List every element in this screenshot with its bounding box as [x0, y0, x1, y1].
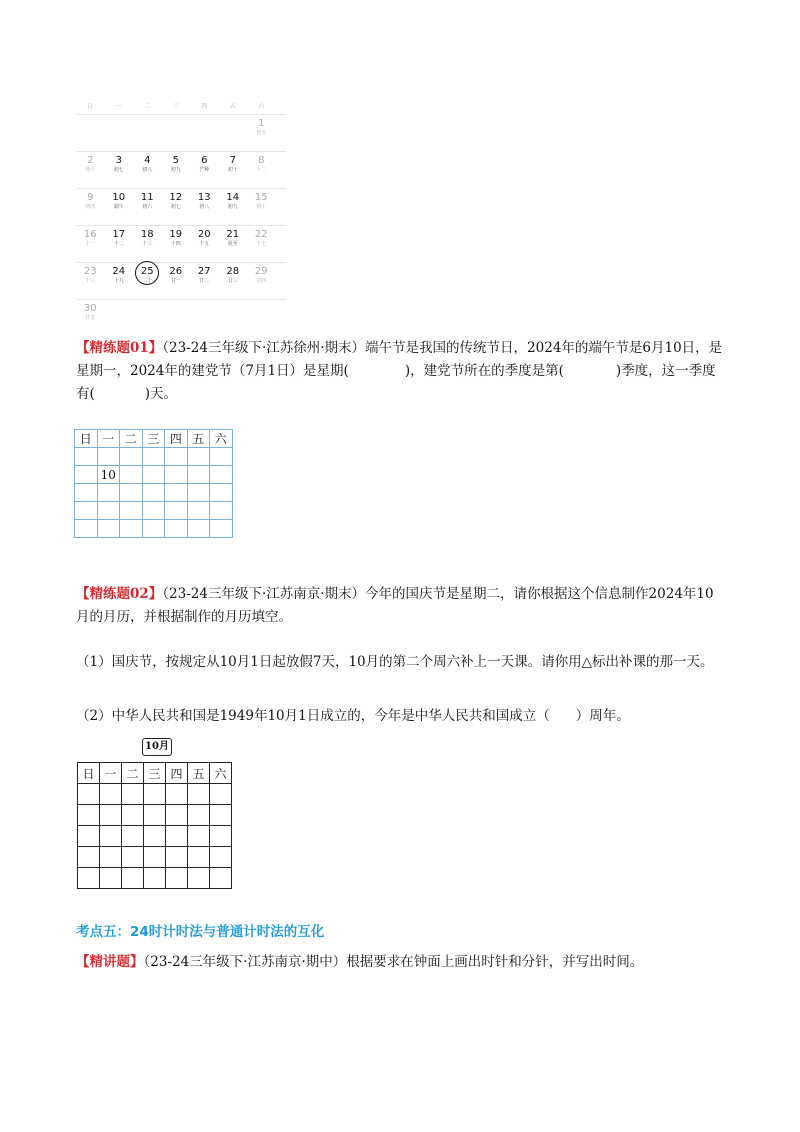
grid-header-cell: 三 [142, 430, 165, 448]
day-number: 28 [226, 266, 240, 277]
grid-header-cell: 日 [75, 430, 98, 448]
calendar-day [76, 152, 105, 188]
calendar-weekday: 日 [87, 103, 94, 110]
calendar-day [133, 189, 162, 225]
calendar-weekday: 一 [115, 103, 122, 110]
day-number: 21 [226, 229, 240, 240]
lunar-date: 芒种 [199, 167, 210, 173]
lunar-date: 初四 [85, 204, 96, 210]
calendar-week-row [76, 189, 286, 226]
calendar-weekday: 五 [229, 103, 236, 110]
calendar-image [76, 100, 286, 336]
calendar-week-row [76, 115, 286, 152]
calendar-weekday: 六 [258, 103, 265, 110]
calendar-day [133, 300, 162, 336]
lunar-date: 初七 [170, 204, 181, 210]
calendar-day [105, 226, 134, 262]
calendar-day [219, 300, 248, 336]
calendar-day [162, 115, 191, 151]
day-number: 20 [197, 229, 211, 240]
question-1-text-c: )季度，这一季度有( [76, 363, 716, 402]
question-2-item-1: （1）国庆节，按规定从10月1日起放假7天，10月的第二个周六补上一天课。请你用△标出补课的那一天。 [76, 654, 714, 670]
day-number: 15 [254, 192, 268, 203]
calendar-day [162, 189, 191, 225]
day-number: 23 [83, 266, 97, 277]
calendar-day [105, 115, 134, 151]
calendar-day [247, 300, 276, 336]
grid-header-cell: 四 [166, 763, 188, 784]
calendar-day [247, 263, 276, 299]
day-number: 16 [83, 229, 97, 240]
grid-cell-value: 10 [97, 466, 120, 484]
question-3 [76, 951, 726, 974]
lunar-date: 初十 [227, 167, 238, 173]
day-number: 29 [254, 266, 268, 277]
day-number: 1 [258, 118, 265, 129]
lunar-date: 廿四 [256, 278, 267, 284]
lunar-date: 夏至 [227, 241, 238, 247]
grid-header-cell: 日 [78, 763, 100, 784]
calendar-day [190, 226, 219, 262]
grid-header-cell: 一 [100, 763, 122, 784]
lunar-date: 初八 [199, 204, 210, 210]
day-number: 11 [140, 192, 154, 203]
day-number: 27 [197, 266, 211, 277]
calendar-day [105, 300, 134, 336]
question-2-text: （23-24三年级下·江苏南京·期末）今年的国庆节是星期二，请你根据这个信息制作2024年10月的月历，并根据制作的月历填空。 [76, 586, 714, 625]
question-2-item-2-text-b: ）周年。 [575, 708, 630, 724]
grid-header-cell: 四 [165, 430, 188, 448]
day-number: 3 [115, 155, 122, 166]
calendar-week-row [76, 226, 286, 263]
lunar-date: 廿二 [199, 278, 210, 284]
day-number: 22 [254, 229, 268, 240]
lunar-date: 十二 [113, 241, 124, 247]
calendar-weekday: 三 [172, 103, 179, 110]
lunar-date: 十二 [256, 167, 267, 173]
lunar-date: 十一 [85, 241, 96, 247]
grid-header-cell: 二 [120, 430, 143, 448]
lunar-date: 十九 [113, 278, 124, 284]
day-number: 9 [87, 192, 94, 203]
calendar-day [219, 263, 248, 299]
calendar-weekday-row [76, 100, 286, 115]
calendar-day [162, 263, 191, 299]
calendar-day [162, 300, 191, 336]
calendar-day [133, 115, 162, 151]
question-2-tag: 【精练题02】 [76, 586, 163, 602]
calendar-day [190, 263, 219, 299]
day-number: 6 [201, 155, 208, 166]
day-number: 2 [87, 155, 94, 166]
day-number: 8 [258, 155, 265, 166]
lunar-date: 十四 [170, 241, 181, 247]
calendar-weekday: 二 [144, 103, 151, 110]
question-3-text: （23-24三年级下·江苏南京·期中）根据要求在钟面上画出时针和分针，并写出时间。 [143, 954, 644, 970]
lunar-date: 二十 [142, 278, 153, 284]
lunar-date: 初十 [256, 204, 267, 210]
lunar-date: 初八 [142, 167, 153, 173]
grid-header-cell: 六 [210, 430, 233, 448]
question-1 [76, 337, 726, 406]
calendar-day [105, 189, 134, 225]
lunar-date: 十七 [256, 241, 267, 247]
calendar-weekday: 四 [201, 103, 208, 110]
question-1-text-b: )，建党节所在的季度是第( [404, 363, 564, 379]
question-1-text-a: （23-24三年级下·江苏徐州·期末）端午节是我国的传统节日，2024年的端午节是6月10日，是星期一，2024年的建党节（7月1日）是星期( [76, 340, 723, 379]
grid-header-cell: 五 [187, 430, 210, 448]
day-number: 18 [140, 229, 154, 240]
calendar-day [190, 152, 219, 188]
day-number: 13 [197, 192, 211, 203]
calendar-week-row [76, 300, 286, 336]
calendar-grid-2[interactable] [77, 762, 232, 889]
question-2 [76, 583, 726, 629]
day-number: 10 [112, 192, 126, 203]
calendar-day [219, 226, 248, 262]
calendar-grid-1 [74, 429, 233, 538]
calendar-day [219, 189, 248, 225]
calendar-day [133, 152, 162, 188]
calendar-day [76, 189, 105, 225]
lunar-date: 廿三 [227, 278, 238, 284]
grid-header-cell: 六 [210, 763, 232, 784]
calendar-day [76, 115, 105, 151]
day-number: 19 [169, 229, 183, 240]
calendar-day [247, 115, 276, 151]
lunar-date: 初七 [113, 167, 124, 173]
month-tag: 10月 [142, 738, 172, 756]
day-number: 12 [169, 192, 183, 203]
grid-header-cell: 三 [144, 763, 166, 784]
lunar-date: 初九 [227, 204, 238, 210]
calendar-day [133, 263, 162, 299]
day-number: 14 [226, 192, 240, 203]
lunar-date: 初六 [142, 204, 153, 210]
lunar-date: 廿一 [170, 278, 181, 284]
question-1-text-d: )天。 [144, 386, 178, 402]
section-title: 考点五：24时计时法与普通计时法的互化 [76, 924, 325, 940]
calendar-body [76, 115, 286, 336]
question-2-item-2 [76, 705, 726, 728]
calendar-day [105, 152, 134, 188]
calendar-day [76, 300, 105, 336]
question-3-tag: 【精讲题】 [76, 954, 144, 970]
calendar-day [190, 115, 219, 151]
grid-header-cell: 五 [188, 763, 210, 784]
calendar-day [190, 189, 219, 225]
lunar-date: 初六 [85, 167, 96, 173]
question-1-tag: 【精练题01】 [76, 340, 163, 356]
calendar-week-row [76, 263, 286, 300]
lunar-date: 初五 [256, 130, 267, 136]
lunar-date: 端午 [113, 204, 124, 210]
calendar-day [219, 115, 248, 151]
calendar-day [162, 226, 191, 262]
day-number: 17 [112, 229, 126, 240]
day-number: 4 [144, 155, 151, 166]
day-number: 25 [140, 266, 154, 277]
calendar-day [76, 226, 105, 262]
question-2-item-2-text-a: （2）中华人民共和国是1949年10月1日成立的，今年是中华人民共和国成立（ [76, 708, 550, 724]
calendar-day [190, 300, 219, 336]
calendar-day [247, 189, 276, 225]
grid-header-cell: 二 [122, 763, 144, 784]
calendar-day [133, 226, 162, 262]
calendar-day [162, 152, 191, 188]
lunar-date: 初九 [170, 167, 181, 173]
calendar-day [247, 152, 276, 188]
lunar-date: 十三 [142, 241, 153, 247]
day-number: 7 [229, 155, 236, 166]
day-number: 5 [172, 155, 179, 166]
day-number: 26 [169, 266, 183, 277]
lunar-date: 十八 [85, 278, 96, 284]
calendar-day [219, 152, 248, 188]
lunar-date: 十五 [199, 241, 210, 247]
day-number: 24 [112, 266, 126, 277]
calendar-week-row [76, 152, 286, 189]
lunar-date: 廿五 [85, 315, 96, 321]
grid-header-cell: 一 [97, 430, 120, 448]
calendar-day [76, 263, 105, 299]
calendar-day [247, 226, 276, 262]
day-number: 30 [83, 303, 97, 314]
calendar-day [105, 263, 134, 299]
